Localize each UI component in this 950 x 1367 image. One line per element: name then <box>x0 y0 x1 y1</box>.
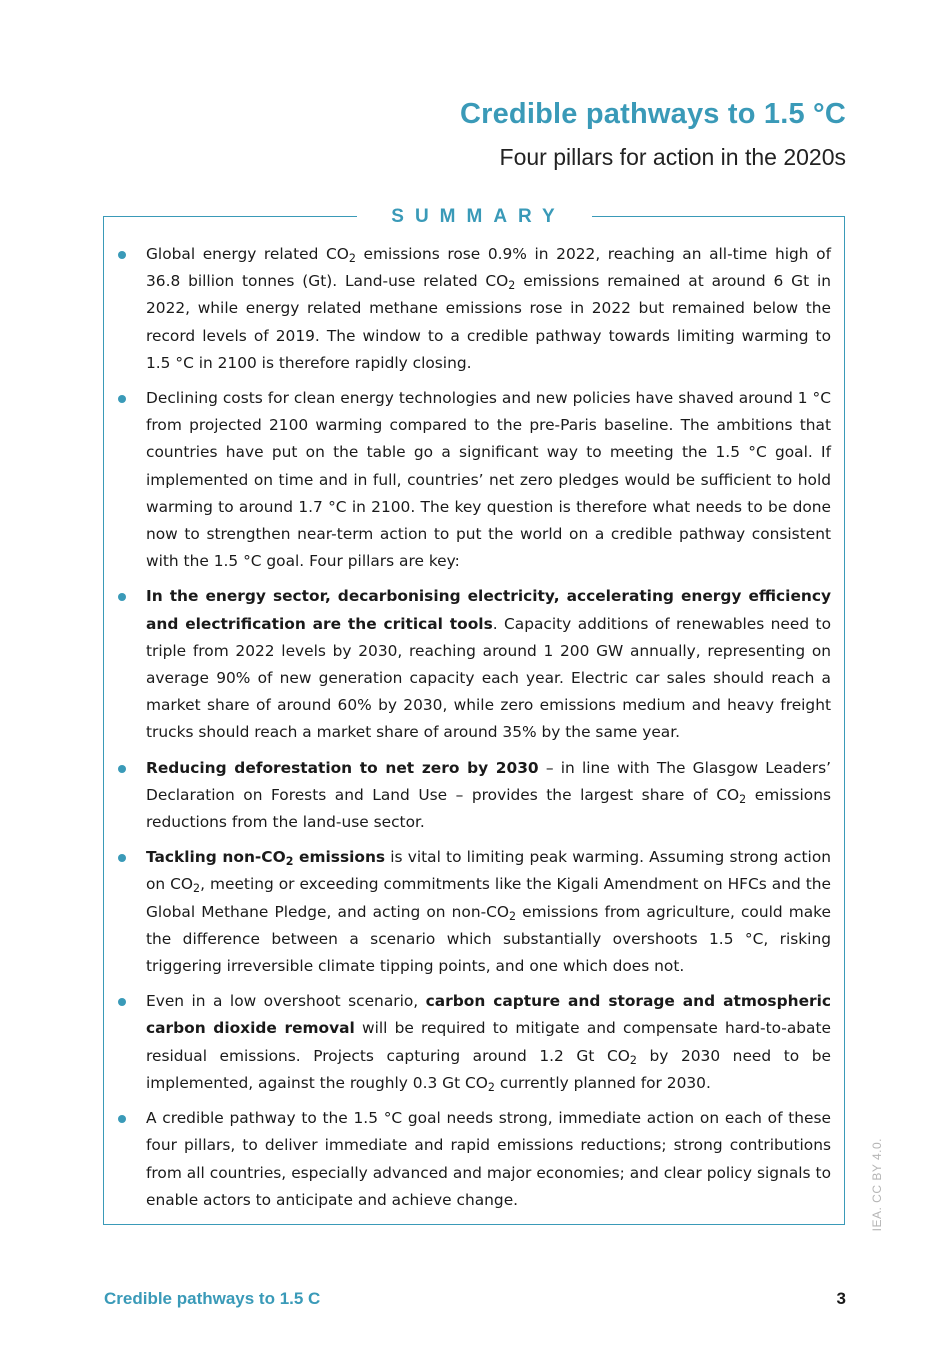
bullet-dot-icon <box>118 395 126 403</box>
summary-bullet-4: Reducing deforestation to net zero by 2030 – in line with The Glasgow Leaders’ Declaration on Forests and Land Use – provides the largest share of $CO_2$ emissions reductions from the land-use sector. <box>116 755 831 837</box>
bullet-dot-icon <box>118 998 126 1006</box>
bullet-dot-icon <box>118 1115 126 1123</box>
summary-bullet-1: Global energy related $CO_2$ emissions rose 0.9% in 2022, reaching an all-time high of 36.8 billion tonnes (Gt). Land-use related $CO_2$ emissions remained at around 6 Gt in 2022, while energy related methane emissions rose in 2022 but remained below the record levels of 2019. The window to a credible pathway towards limiting warming to 1.5 °C in 2100 is therefore rapidly closing. <box>116 241 831 377</box>
license-note: IEA. CC BY 4.0. <box>870 1138 884 1232</box>
report-title: Credible pathways to 1.5 °C <box>459 98 846 130</box>
summary-bullet-5: Tackling non-$CO_2$ emissions is vital to limiting peak warming. Assuming strong action on $CO_2$, meeting or exceeding commitments like the Kigali Amendment on HFCs and the Global Methane Pledge, and acting on non-$CO_2$ emissions from agriculture, could make the difference between a scenario which substantially overshoots 1.5 °C, risking triggering irreversible climate tipping points, and one which does not. <box>116 844 831 980</box>
summary-bullet-7: A credible pathway to the 1.5 °C goal needs strong, immediate action on each of these four pillars, to deliver immediate and rapid emissions reductions; strong contributions from all countries, especially advanced and major economies; and clear policy signals to enable actors to anticipate and achieve change. <box>116 1105 831 1214</box>
bullet-dot-icon <box>118 251 126 259</box>
report-subtitle: Four pillars for action in the 2020s <box>499 144 846 170</box>
summary-bullet-2: Declining costs for clean energy technologies and new policies have shaved around 1 °C from projected 2100 warming compared to the pre-Paris baseline. The ambitions that countries have put on the table go a significant way to meeting the 1.5 °C goal. If implemented on time and in full, countries’ net zero pledges would be sufficient to hold warming to around 1.7 °C in 2100. The key question is therefore what needs to be done now to strengthen near-term action to put the world on a credible pathway consistent with the 1.5 °C goal. Four pillars are key: <box>116 385 831 575</box>
bullet-dot-icon <box>118 765 126 773</box>
summary-bullet-3: In the energy sector, decarbonising electricity, accelerating energy efficiency and electrification are the critical tools. Capacity additions of renewables need to triple from 2022 levels by 2030, reaching around 1 200 GW annually, representing on average 90% of new generation capacity each year. Electric car sales should reach a market share of around 60% by 2030, while zero emissions medium and heavy freight trucks should reach a market share of around 35% by the same year. <box>116 583 831 746</box>
footer-running-title: Credible pathways to 1.5 C <box>104 1289 321 1308</box>
page-number: 3 <box>836 1289 846 1308</box>
summary-heading: SUMMARY <box>357 203 592 231</box>
summary-bullet-6: Even in a low overshoot scenario, carbon capture and storage and atmospheric carbon dioxide removal will be required to mitigate and compensate hard-to-abate residual emissions. Projects capturing around 1.2 Gt $CO_2$ by 2030 need to be implemented, against the roughly 0.3 Gt $CO_2$ currently planned for 2030. <box>116 988 831 1097</box>
summary-bullet-list <box>116 241 831 1222</box>
bullet-dot-icon <box>118 854 126 862</box>
bullet-dot-icon <box>118 593 126 601</box>
